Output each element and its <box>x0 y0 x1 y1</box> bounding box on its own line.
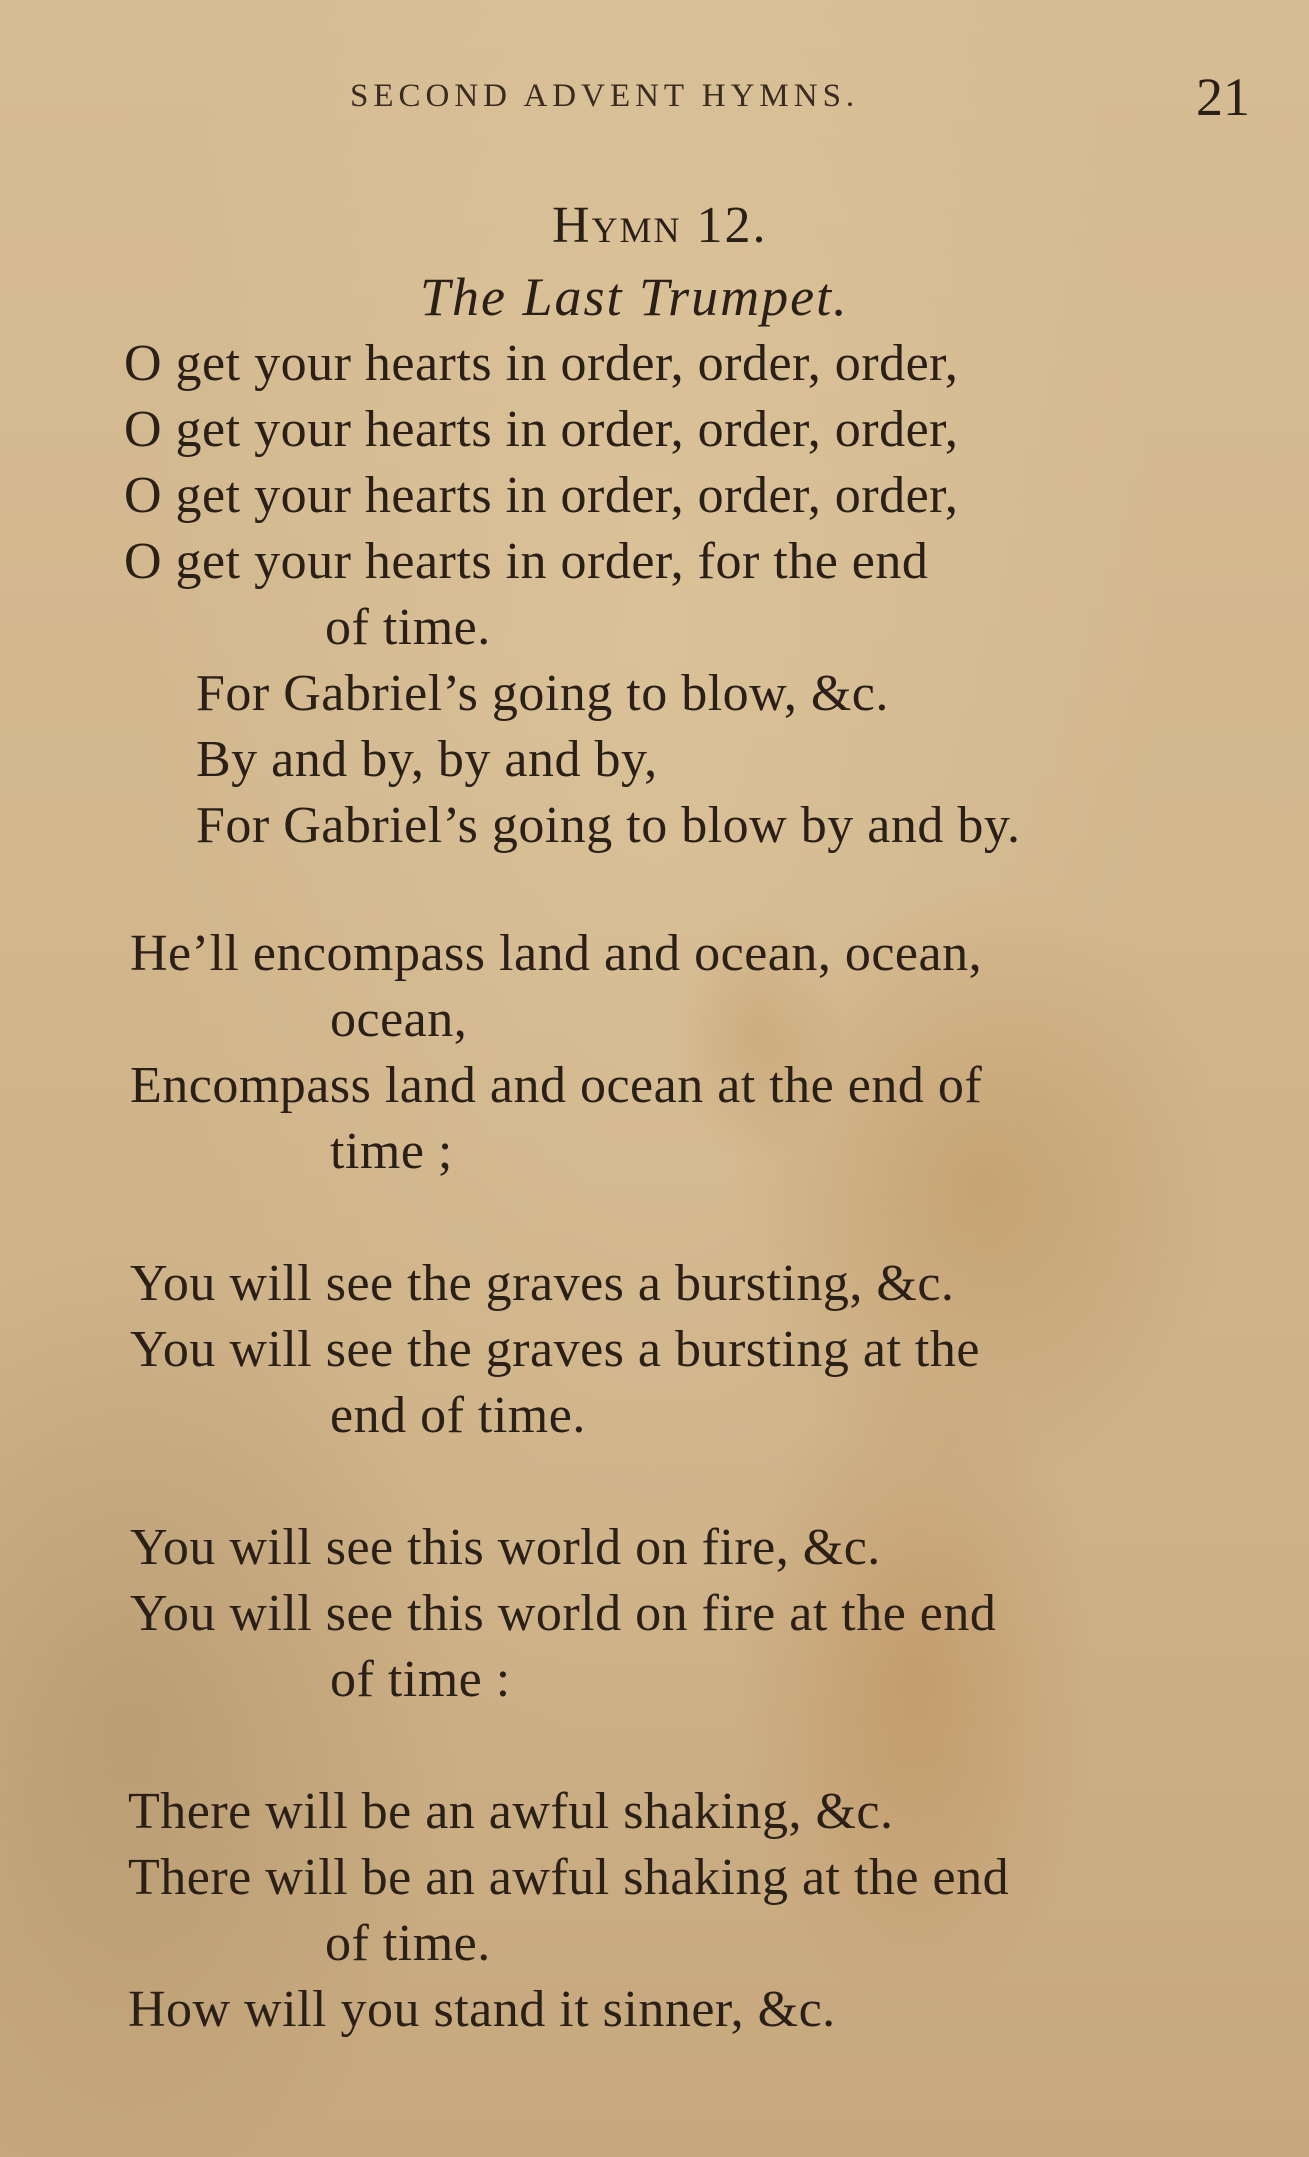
verse-line-continuation: ocean, <box>330 991 468 1048</box>
hymn-subtitle: The Last Trumpet. <box>420 267 849 327</box>
verse-line-continuation: time ; <box>330 1123 453 1180</box>
page-number: 21 <box>1196 67 1250 127</box>
hymn-number-label: Hymn 12. <box>552 197 768 254</box>
verse-line-continuation: end of time. <box>330 1387 586 1444</box>
verse-line: Encompass land and ocean at the end of <box>130 1057 983 1114</box>
verse-line: You will see the graves a bursting at the <box>130 1321 980 1378</box>
verse-line-continuation: of time. <box>325 599 491 656</box>
verse-line-continuation: of time. <box>325 1915 491 1972</box>
verse-line: How will you stand it sinner, &c. <box>128 1981 836 2038</box>
running-header: SECOND ADVENT HYMNS. <box>350 78 860 114</box>
chorus-line: For Gabriel’s going to blow by and by. <box>196 797 1021 854</box>
verse-line: There will be an awful shaking, &c. <box>128 1783 894 1840</box>
chorus-line: By and by, by and by, <box>196 731 658 788</box>
verse-line: You will see this world on fire, &c. <box>130 1519 881 1576</box>
verse-line: O get your hearts in order, order, order, <box>124 335 959 392</box>
verse-line: O get your hearts in order, order, order, <box>124 467 959 524</box>
verse-line: You will see the graves a bursting, &c. <box>130 1255 955 1312</box>
verse-line: O get your hearts in order, order, order, <box>124 401 959 458</box>
verse-line: You will see this world on fire at the end <box>130 1585 997 1642</box>
hymn-number-heading <box>552 196 768 255</box>
chorus-line: For Gabriel’s going to blow, &c. <box>196 665 889 722</box>
verse-line: There will be an awful shaking at the end <box>128 1849 1010 1906</box>
verse-line-continuation: of time : <box>330 1651 511 1708</box>
verse-line: O get your hearts in order, for the end <box>124 533 929 590</box>
verse-line: He’ll encompass land and ocean, ocean, <box>130 925 983 982</box>
